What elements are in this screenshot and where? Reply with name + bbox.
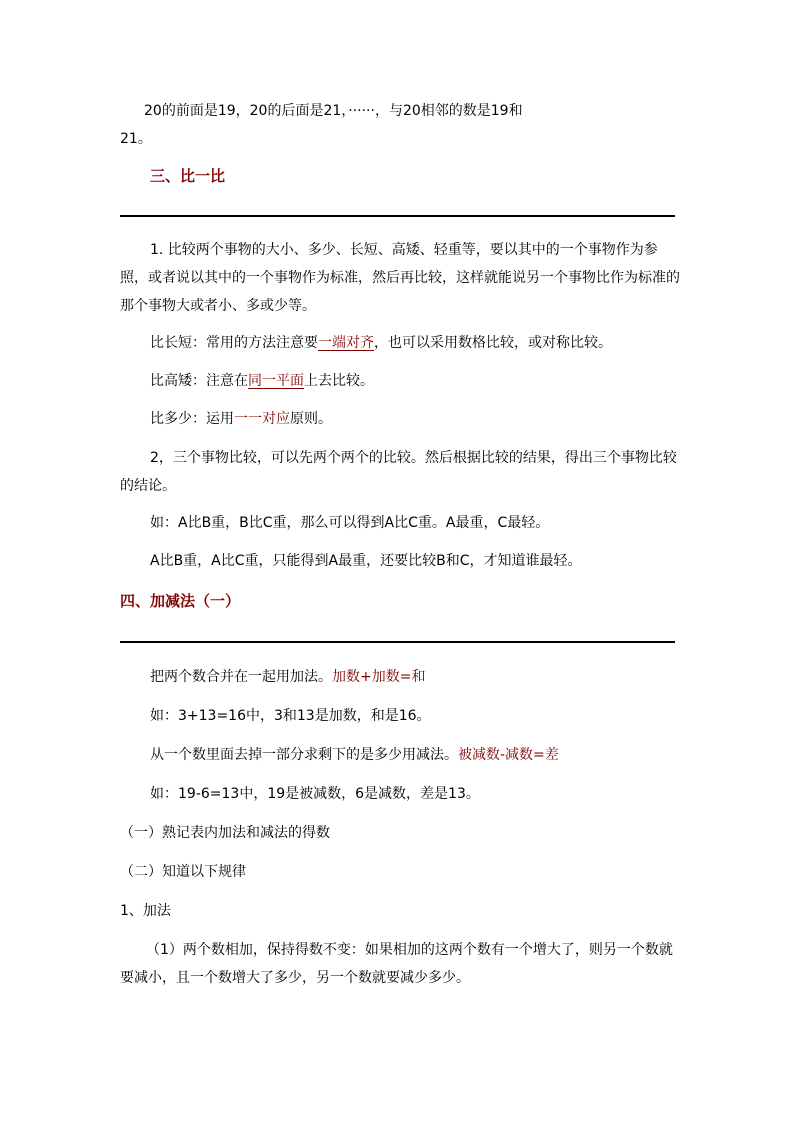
subtraction-example: 如：19-6=13中，19是被减数，6是减数，差是13。	[150, 786, 480, 802]
compare-length-highlight: 一端对齐	[318, 335, 374, 351]
addition-rule-1: （1）两个数相加，保持得数不变：如果相加的这两个数有一个增大了，则另一个数就要减小，且一个数增大了多少，另一个数就要减少多少。	[120, 942, 673, 986]
subtraction-definition-text: 从一个数里面去掉一部分求剩下的是多少用减法。	[150, 747, 458, 763]
compare-length-line	[150, 329, 710, 357]
compare-quantity-prefix: 比多少：运用	[150, 411, 234, 427]
subsection-rules: （二）知道以下规律	[120, 864, 246, 880]
compare-height-line	[150, 367, 710, 395]
compare-height-suffix: 上去比较。	[304, 373, 374, 389]
compare-quantity-line	[150, 405, 710, 433]
adjacent-numbers-line-1: 20的前面是19，20的后面是21，······，与20相邻的数是19和	[144, 103, 523, 119]
section-heading-compare: 三、比一比	[150, 167, 226, 185]
compare-quantity-highlight: 一一对应	[234, 411, 290, 427]
compare-height-prefix: 比高矮：注意在	[150, 373, 248, 389]
compare-paragraph-1: 1. 比较两个事物的大小、多少、长短、高矮、轻重等，要以其中的一个事物作为参照，或者说以其中的一个事物作为标准，然后再比较，这样就能说另一个事物比作为标准的那个事物大或者小、多或少等。	[120, 242, 680, 314]
addition-definition-line	[150, 663, 710, 691]
compare-quantity-suffix: 原则。	[290, 411, 332, 427]
subtraction-formula: 被减数-减数=差	[458, 747, 559, 763]
compare-length-prefix: 比长短：常用的方法注意要	[150, 335, 318, 351]
addition-example: 如：3+13=16中，3和13是加数，和是16。	[150, 708, 431, 724]
addition-definition-text: 把两个数合并在一起用加法。	[150, 669, 332, 685]
section-divider-addition-subtraction	[120, 641, 675, 643]
compare-example-1: 如：A比B重，B比C重，那么可以得到A比C重。A最重，C最轻。	[150, 515, 550, 531]
subsection-memorize: （一）熟记表内加法和减法的得数	[120, 825, 330, 841]
adjacent-numbers-line-2: 21。	[120, 131, 152, 147]
compare-height-highlight: 同一平面	[248, 373, 304, 389]
section-divider-compare	[120, 215, 675, 217]
compare-paragraph-2: 2，三个事物比较，可以先两个两个的比较。然后根据比较的结果，得出三个事物比较的结论。	[120, 450, 677, 494]
subsection-addition: 1、加法	[120, 903, 171, 919]
compare-length-suffix: ，也可以采用数格比较，或对称比较。	[374, 335, 612, 351]
section-heading-addition-subtraction: 四、加减法（一）	[120, 592, 241, 610]
addition-formula: 加数+加数=和	[332, 669, 426, 685]
subtraction-definition-line	[150, 741, 710, 769]
compare-example-2: A比B重，A比C重，只能得到A最重，还要比较B和C，才知道谁最轻。	[150, 553, 582, 569]
